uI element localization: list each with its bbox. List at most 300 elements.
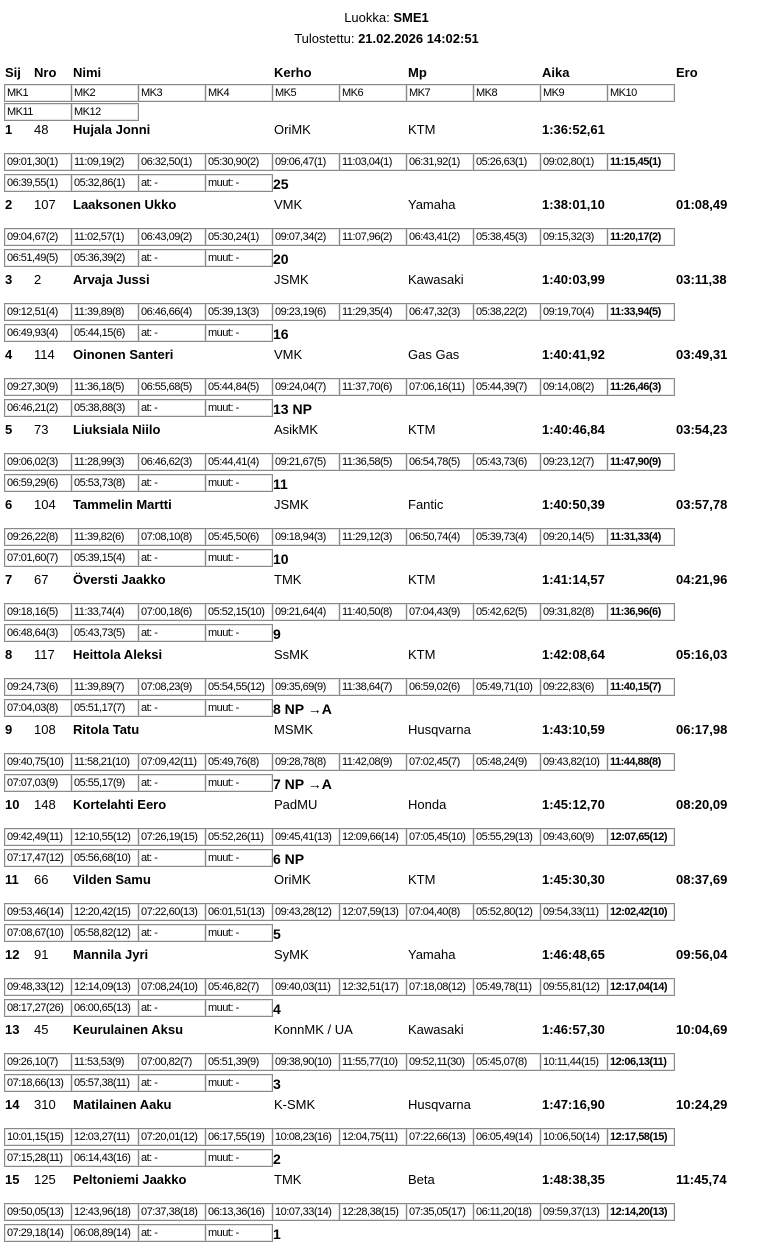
penalty-other: muut: - xyxy=(205,549,273,567)
stage-time: 05:30,90(2) xyxy=(205,153,273,171)
stage-time: 12:09,66(14) xyxy=(339,828,407,846)
stage-time: 09:24,73(6) xyxy=(4,678,72,696)
stage-time: 11:02,57(1) xyxy=(71,228,139,246)
rider-club: SyMK xyxy=(274,947,309,962)
stage-header: MK6 xyxy=(339,84,407,102)
stage-time: 06:32,50(1) xyxy=(138,153,206,171)
stage-time: 07:08,67(10) xyxy=(4,924,72,942)
stage-time: 07:04,03(8) xyxy=(4,699,72,717)
rider-gap: 08:37,69 xyxy=(676,872,728,887)
rider-total-time: 1:40:41,92 xyxy=(542,347,605,362)
rider-name: Mannila Jyri xyxy=(73,947,149,962)
col-diff: Ero xyxy=(676,65,698,80)
stage-time: 11:58,21(10) xyxy=(71,753,139,771)
stage-time: 06:50,74(4) xyxy=(406,528,474,546)
stage-time: 05:26,63(1) xyxy=(473,153,541,171)
rider-number: 104 xyxy=(34,497,56,512)
rider-bike: KTM xyxy=(408,122,436,137)
rider-number: 107 xyxy=(34,197,56,212)
stage-time: 07:15,28(11) xyxy=(4,1149,72,1167)
stage-time: 05:45,07(8) xyxy=(473,1053,541,1071)
stage-time: 09:43,60(9) xyxy=(540,828,608,846)
stage-time: 12:28,38(15) xyxy=(339,1203,407,1221)
rider-name: Tammelin Martti xyxy=(73,497,172,512)
stage-time: 11:33,74(4) xyxy=(71,603,139,621)
rider-points: 8 NP →A xyxy=(273,701,332,717)
stage-time: 11:26,46(3) xyxy=(607,378,675,396)
stage-time: 11:39,82(6) xyxy=(71,528,139,546)
stage-time: 05:55,29(13) xyxy=(473,828,541,846)
rider-bike: Husqvarna xyxy=(408,1097,471,1112)
rider-name: Vilden Samu xyxy=(73,872,151,887)
stage-time: 09:15,32(3) xyxy=(540,228,608,246)
rider-gap: 03:54,23 xyxy=(676,422,728,437)
stage-time: 05:44,84(5) xyxy=(205,378,273,396)
stage-time: 07:37,38(18) xyxy=(138,1203,206,1221)
penalty-other: muut: - xyxy=(205,1074,273,1092)
rider-gap: 09:56,04 xyxy=(676,947,728,962)
stage-time: 11:53,53(9) xyxy=(71,1053,139,1071)
col-time: Aika xyxy=(542,65,570,80)
stage-time: 11:36,96(6) xyxy=(607,603,675,621)
rider-bike: Fantic xyxy=(408,497,444,512)
stage-header: MK12 xyxy=(71,103,139,121)
penalty-at: at: - xyxy=(138,1149,206,1167)
stage-time: 09:19,70(4) xyxy=(540,303,608,321)
penalty-other: muut: - xyxy=(205,399,273,417)
stage-time: 11:40,15(7) xyxy=(607,678,675,696)
stage-time: 07:02,45(7) xyxy=(406,753,474,771)
stage-time: 05:49,71(10) xyxy=(473,678,541,696)
stage-time: 11:37,70(6) xyxy=(339,378,407,396)
stage-time: 06:59,02(6) xyxy=(406,678,474,696)
col-pos: Sij xyxy=(5,65,21,80)
penalty-at: at: - xyxy=(138,774,206,792)
stage-time: 09:48,33(12) xyxy=(4,978,72,996)
rider-points: 20 xyxy=(273,251,289,267)
rider-bike: Yamaha xyxy=(408,197,456,212)
stage-time: 11:39,89(8) xyxy=(71,303,139,321)
rider-bike: Husqvarna xyxy=(408,722,471,737)
penalty-at: at: - xyxy=(138,849,206,867)
rider-number: 125 xyxy=(34,1172,56,1187)
penalty-other: muut: - xyxy=(205,849,273,867)
penalty-at: at: - xyxy=(138,699,206,717)
penalty-other: muut: - xyxy=(205,624,273,642)
penalty-other: muut: - xyxy=(205,1149,273,1167)
rider-total-time: 1:40:46,84 xyxy=(542,422,605,437)
stage-time: 09:53,46(14) xyxy=(4,903,72,921)
stage-time: 10:06,50(14) xyxy=(540,1128,608,1146)
stage-time: 05:43,73(6) xyxy=(473,453,541,471)
stage-time: 09:21,64(4) xyxy=(272,603,340,621)
rider-name: Keurulainen Aksu xyxy=(73,1022,184,1037)
stage-time: 10:01,15(15) xyxy=(4,1128,72,1146)
stage-time: 11:09,19(2) xyxy=(71,153,139,171)
rider-name: Ritola Tatu xyxy=(73,722,140,737)
stage-time: 07:06,16(11) xyxy=(406,378,474,396)
rider-points: 25 xyxy=(273,176,289,192)
stage-time: 07:35,05(17) xyxy=(406,1203,474,1221)
stage-header: MK7 xyxy=(406,84,474,102)
stage-time: 09:18,16(5) xyxy=(4,603,72,621)
penalty-at: at: - xyxy=(138,549,206,567)
stage-time: 09:40,75(10) xyxy=(4,753,72,771)
rider-total-time: 1:36:52,61 xyxy=(542,122,605,137)
stage-time: 09:02,80(1) xyxy=(540,153,608,171)
stage-time: 05:30,24(1) xyxy=(205,228,273,246)
rider-total-time: 1:42:08,64 xyxy=(542,647,605,662)
stage-time: 09:27,30(9) xyxy=(4,378,72,396)
stage-time: 06:39,55(1) xyxy=(4,174,72,192)
stage-time: 11:29,12(3) xyxy=(339,528,407,546)
stage-time: 06:17,55(19) xyxy=(205,1128,273,1146)
stage-time: 09:06,02(3) xyxy=(4,453,72,471)
stage-time: 05:32,86(1) xyxy=(71,174,139,192)
stage-time: 09:07,34(2) xyxy=(272,228,340,246)
rider-number: 66 xyxy=(34,872,49,887)
stage-time: 11:31,33(4) xyxy=(607,528,675,546)
rider-position: 4 xyxy=(5,347,13,362)
stage-time: 09:26,22(8) xyxy=(4,528,72,546)
stage-time: 07:08,23(9) xyxy=(138,678,206,696)
stage-time: 09:06,47(1) xyxy=(272,153,340,171)
stage-time: 12:07,65(12) xyxy=(607,828,675,846)
rider-total-time: 1:40:03,99 xyxy=(542,272,605,287)
stage-time: 07:26,19(15) xyxy=(138,828,206,846)
stage-time: 05:44,41(4) xyxy=(205,453,273,471)
rider-bike: KTM xyxy=(408,647,436,662)
rider-club: SsMK xyxy=(274,647,309,662)
penalty-at: at: - xyxy=(138,174,206,192)
rider-number: 91 xyxy=(34,947,49,962)
penalty-other: muut: - xyxy=(205,1224,273,1242)
stage-time: 09:50,05(13) xyxy=(4,1203,72,1221)
stage-time: 10:07,33(14) xyxy=(272,1203,340,1221)
rider-position: 15 xyxy=(5,1172,20,1187)
rider-club: JSMK xyxy=(274,497,309,512)
rider-gap: 01:08,49 xyxy=(676,197,728,212)
stage-time: 10:08,23(16) xyxy=(272,1128,340,1146)
stage-time: 05:36,39(2) xyxy=(71,249,139,267)
rider-position: 13 xyxy=(5,1022,20,1037)
rider-position: 2 xyxy=(5,197,13,212)
stage-time: 07:20,01(12) xyxy=(138,1128,206,1146)
stage-time: 09:45,41(13) xyxy=(272,828,340,846)
stage-time: 06:43,41(2) xyxy=(406,228,474,246)
stage-time: 05:43,73(5) xyxy=(71,624,139,642)
rider-total-time: 1:46:57,30 xyxy=(542,1022,605,1037)
stage-time: 11:07,96(2) xyxy=(339,228,407,246)
penalty-at: at: - xyxy=(138,1224,206,1242)
stage-time: 05:51,17(7) xyxy=(71,699,139,717)
rider-points: 16 xyxy=(273,326,289,342)
stage-time: 09:21,67(5) xyxy=(272,453,340,471)
stage-time: 06:00,65(13) xyxy=(71,999,139,1017)
rider-total-time: 1:46:48,65 xyxy=(542,947,605,962)
stage-time: 06:54,78(5) xyxy=(406,453,474,471)
stage-time: 06:05,49(14) xyxy=(473,1128,541,1146)
stage-time: 05:53,73(8) xyxy=(71,474,139,492)
rider-total-time: 1:40:50,39 xyxy=(542,497,605,512)
stage-time: 05:49,78(11) xyxy=(473,978,541,996)
stage-time: 05:44,39(7) xyxy=(473,378,541,396)
rider-points: 10 xyxy=(273,551,289,567)
rider-gap: 03:11,38 xyxy=(676,272,727,287)
rider-gap: 08:20,09 xyxy=(676,797,728,812)
rider-points: 2 xyxy=(273,1151,281,1167)
stage-time: 07:07,03(9) xyxy=(4,774,72,792)
stage-time: 07:04,43(9) xyxy=(406,603,474,621)
rider-points: 13 NP xyxy=(273,401,312,417)
stage-time: 09:14,08(2) xyxy=(540,378,608,396)
stage-time: 09:04,67(2) xyxy=(4,228,72,246)
rider-number: 148 xyxy=(34,797,56,812)
rider-points: 11 xyxy=(273,476,288,492)
stage-time: 07:08,24(10) xyxy=(138,978,206,996)
rider-club: OriMK xyxy=(274,872,311,887)
stage-time: 05:58,82(12) xyxy=(71,924,139,942)
rider-bike: KTM xyxy=(408,422,436,437)
rider-points: 7 NP →A xyxy=(273,776,332,792)
stage-time: 07:18,08(12) xyxy=(406,978,474,996)
stage-time: 12:04,75(11) xyxy=(339,1128,407,1146)
rider-name: Översti Jaakko xyxy=(73,572,166,587)
rider-bike: Yamaha xyxy=(408,947,456,962)
rider-name: Hujala Jonni xyxy=(73,122,151,137)
rider-gap: 03:57,78 xyxy=(676,497,728,512)
rider-number: 310 xyxy=(34,1097,56,1112)
rider-number: 2 xyxy=(34,272,42,287)
rider-name: Oinonen Santeri xyxy=(73,347,174,362)
stage-time: 05:39,13(3) xyxy=(205,303,273,321)
stage-time: 09:28,78(8) xyxy=(272,753,340,771)
stage-time: 06:43,09(2) xyxy=(138,228,206,246)
stage-time: 06:11,20(18) xyxy=(473,1203,541,1221)
stage-time: 09:52,11(30) xyxy=(406,1053,474,1071)
stage-time: 05:52,80(12) xyxy=(473,903,541,921)
stage-time: 09:12,51(4) xyxy=(4,303,72,321)
penalty-other: muut: - xyxy=(205,924,273,942)
stage-time: 10:11,44(15) xyxy=(540,1053,608,1071)
stage-time: 12:14,20(13) xyxy=(607,1203,675,1221)
stage-time: 06:59,29(6) xyxy=(4,474,72,492)
penalty-at: at: - xyxy=(138,1074,206,1092)
stage-time: 12:07,59(13) xyxy=(339,903,407,921)
stage-header: MK9 xyxy=(540,84,608,102)
stage-time: 09:22,83(6) xyxy=(540,678,608,696)
stage-time: 09:24,04(7) xyxy=(272,378,340,396)
penalty-other: muut: - xyxy=(205,999,273,1017)
stage-time: 05:57,38(11) xyxy=(71,1074,139,1092)
rider-club: VMK xyxy=(274,347,303,362)
stage-header: MK1 xyxy=(4,84,72,102)
penalty-at: at: - xyxy=(138,924,206,942)
rider-number: 73 xyxy=(34,422,49,437)
stage-time: 11:03,04(1) xyxy=(339,153,407,171)
stage-time: 07:00,82(7) xyxy=(138,1053,206,1071)
stage-time: 11:47,90(9) xyxy=(607,453,675,471)
stage-time: 05:38,88(3) xyxy=(71,399,139,417)
stage-time: 11:33,94(5) xyxy=(607,303,675,321)
rider-position: 3 xyxy=(5,272,13,287)
stage-time: 11:38,64(7) xyxy=(339,678,407,696)
stage-time: 12:32,51(17) xyxy=(339,978,407,996)
stage-time: 07:04,40(8) xyxy=(406,903,474,921)
penalty-at: at: - xyxy=(138,624,206,642)
rider-club: TMK xyxy=(274,1172,302,1187)
stage-header: MK5 xyxy=(272,84,340,102)
stage-time: 09:43,82(10) xyxy=(540,753,608,771)
stage-header: MK3 xyxy=(138,84,206,102)
rider-number: 45 xyxy=(34,1022,49,1037)
rider-position: 10 xyxy=(5,797,20,812)
stage-time: 07:05,45(10) xyxy=(406,828,474,846)
stage-header: MK8 xyxy=(473,84,541,102)
stage-time: 06:48,64(3) xyxy=(4,624,72,642)
stage-time: 05:39,73(4) xyxy=(473,528,541,546)
rider-gap: 03:49,31 xyxy=(676,347,728,362)
rider-gap: 05:16,03 xyxy=(676,647,728,662)
rider-bike: Beta xyxy=(408,1172,435,1187)
penalty-other: muut: - xyxy=(205,699,273,717)
rider-number: 117 xyxy=(34,647,55,662)
stage-time: 06:46,21(2) xyxy=(4,399,72,417)
stage-time: 06:14,43(16) xyxy=(71,1149,139,1167)
stage-time: 07:22,66(13) xyxy=(406,1128,474,1146)
stage-time: 09:01,30(1) xyxy=(4,153,72,171)
stage-time: 07:17,47(12) xyxy=(4,849,72,867)
penalty-other: muut: - xyxy=(205,774,273,792)
stage-time: 11:29,35(4) xyxy=(339,303,407,321)
rider-points: 1 xyxy=(273,1226,281,1242)
stage-time: 05:54,55(12) xyxy=(205,678,273,696)
stage-time: 07:29,18(14) xyxy=(4,1224,72,1242)
rider-position: 6 xyxy=(5,497,13,512)
stage-time: 08:17,27(26) xyxy=(4,999,72,1017)
stage-time: 07:09,42(11) xyxy=(138,753,206,771)
stage-time: 05:52,26(11) xyxy=(205,828,273,846)
rider-number: 108 xyxy=(34,722,56,737)
rider-club: OriMK xyxy=(274,122,311,137)
stage-time: 09:26,10(7) xyxy=(4,1053,72,1071)
rider-bike: Kawasaki xyxy=(408,272,464,287)
rider-name: Kortelahti Eero xyxy=(73,797,167,812)
stage-time: 12:43,96(18) xyxy=(71,1203,139,1221)
stage-time: 05:39,15(4) xyxy=(71,549,139,567)
rider-total-time: 1:45:12,70 xyxy=(542,797,605,812)
stage-time: 07:01,60(7) xyxy=(4,549,72,567)
rider-gap: 11:45,74 xyxy=(676,1172,727,1187)
rider-bike: Kawasaki xyxy=(408,1022,464,1037)
rider-position: 11 xyxy=(5,872,19,887)
rider-points: 4 xyxy=(273,1001,281,1017)
rider-gap: 10:24,29 xyxy=(676,1097,728,1112)
rider-gap: 04:21,96 xyxy=(676,572,728,587)
stage-time: 09:38,90(10) xyxy=(272,1053,340,1071)
rider-name: Arvaja Jussi xyxy=(73,272,150,287)
rider-number: 114 xyxy=(34,347,55,362)
rider-name: Liuksiala Niilo xyxy=(73,422,161,437)
penalty-other: muut: - xyxy=(205,324,273,342)
stage-time: 06:49,93(4) xyxy=(4,324,72,342)
stage-header: MK11 xyxy=(4,103,72,121)
rider-total-time: 1:41:14,57 xyxy=(542,572,605,587)
stage-time: 11:55,77(10) xyxy=(339,1053,407,1071)
stage-time: 12:17,04(14) xyxy=(607,978,675,996)
rider-points: 9 xyxy=(273,626,281,642)
stage-time: 09:55,81(12) xyxy=(540,978,608,996)
stage-time: 05:38,22(2) xyxy=(473,303,541,321)
stage-time: 07:08,10(8) xyxy=(138,528,206,546)
stage-time: 05:55,17(9) xyxy=(71,774,139,792)
stage-time: 05:49,76(8) xyxy=(205,753,273,771)
col-club: Kerho xyxy=(274,65,312,80)
rider-club: MSMK xyxy=(274,722,313,737)
stage-time: 12:20,42(15) xyxy=(71,903,139,921)
rider-club: VMK xyxy=(274,197,303,212)
stage-time: 11:28,99(3) xyxy=(71,453,139,471)
stage-time: 11:20,17(2) xyxy=(607,228,675,246)
rider-name: Heittola Aleksi xyxy=(73,647,163,662)
stage-time: 05:45,50(6) xyxy=(205,528,273,546)
rider-club: KonnMK / UA xyxy=(274,1022,353,1037)
stage-time: 05:44,15(6) xyxy=(71,324,139,342)
penalty-at: at: - xyxy=(138,474,206,492)
stage-time: 06:01,51(13) xyxy=(205,903,273,921)
rider-club: AsikMK xyxy=(274,422,319,437)
penalty-at: at: - xyxy=(138,324,206,342)
stage-time: 06:08,89(14) xyxy=(71,1224,139,1242)
rider-position: 12 xyxy=(5,947,20,962)
penalty-other: muut: - xyxy=(205,174,273,192)
rider-position: 14 xyxy=(5,1097,20,1112)
rider-points: 6 NP xyxy=(273,851,305,867)
rider-club: K-SMK xyxy=(274,1097,316,1112)
stage-time: 09:40,03(11) xyxy=(272,978,340,996)
rider-total-time: 1:47:16,90 xyxy=(542,1097,605,1112)
printed-label: Tulostettu: xyxy=(294,31,355,46)
rider-position: 1 xyxy=(5,122,13,137)
stage-time: 09:54,33(11) xyxy=(540,903,608,921)
penalty-other: muut: - xyxy=(205,249,273,267)
stage-time: 05:51,39(9) xyxy=(205,1053,273,1071)
penalty-at: at: - xyxy=(138,249,206,267)
rider-number: 67 xyxy=(34,572,49,587)
penalty-other: muut: - xyxy=(205,474,273,492)
stage-time: 12:03,27(11) xyxy=(71,1128,139,1146)
stage-time: 05:42,62(5) xyxy=(473,603,541,621)
stage-time: 12:06,13(11) xyxy=(607,1053,675,1071)
stage-time: 11:36,18(5) xyxy=(71,378,139,396)
rider-name: Laaksonen Ukko xyxy=(73,197,177,212)
rider-total-time: 1:45:30,30 xyxy=(542,872,605,887)
stage-time: 05:56,68(10) xyxy=(71,849,139,867)
stage-time: 07:22,60(13) xyxy=(138,903,206,921)
stage-time: 12:10,55(12) xyxy=(71,828,139,846)
rider-total-time: 1:43:10,59 xyxy=(542,722,605,737)
rider-position: 8 xyxy=(5,647,13,662)
stage-time: 09:43,28(12) xyxy=(272,903,340,921)
rider-bike: Honda xyxy=(408,797,447,812)
stage-time: 12:02,42(10) xyxy=(607,903,675,921)
stage-time: 07:18,66(13) xyxy=(4,1074,72,1092)
class-value: SME1 xyxy=(393,10,429,25)
stage-time: 05:38,45(3) xyxy=(473,228,541,246)
stage-header: MK4 xyxy=(205,84,273,102)
class-line xyxy=(0,10,773,25)
stage-time: 09:20,14(5) xyxy=(540,528,608,546)
